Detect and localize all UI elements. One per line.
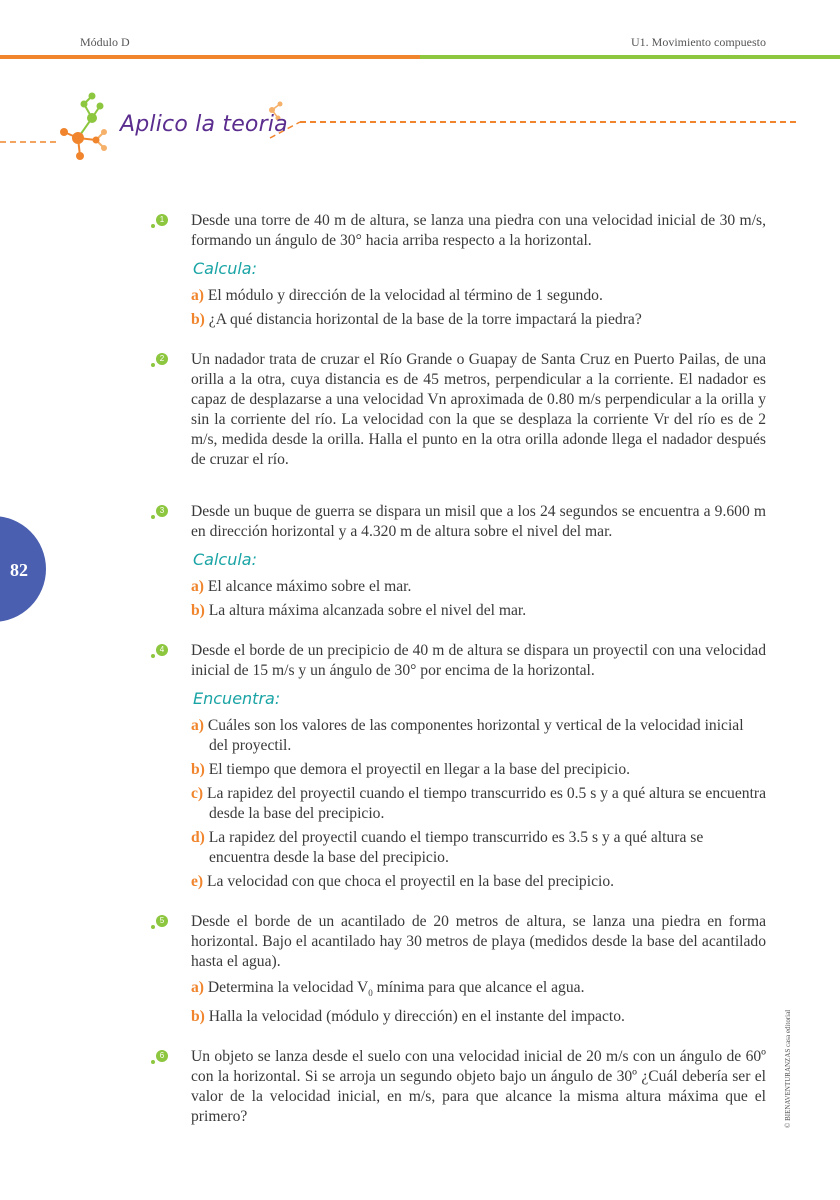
exercise-number-badge: 3 [151,505,167,521]
header-module: Módulo D [80,35,130,49]
exercise-list [159,211,767,1127]
exercise-item: e) La velocidad con que choca el proyectil en la base del precipicio. [191,873,615,890]
exercise-statement: Un objeto se lanza desde el suelo con una velocidad inicial de 20 m/s con un ángulo de 60º con la horizontal. Si se arroja un segundo objeto bajo un ángulo de 30º ¿Cuál debería ser el valor de la velocidad inicial, en m/s, para que alcance la misma altura máxima que el primero? [191,1048,766,1126]
page-number: 82 [10,560,28,580]
side-credit: © BIENAVENTURANZAS casa editorial [784,1009,792,1128]
exercise-4 [159,641,767,892]
header-rule-orange [0,55,420,59]
exercise-statement: Desde un buque de guerra se dispara un misil que a los 24 segundos se encuentra a 9.600 m en dirección horizontal y a 4.320 m de altura sobre el nivel del mar. [191,503,766,540]
exercise-label: Encuentra: [193,689,281,708]
exercise-statement: Desde una torre de 40 m de altura, se lanza una piedra con una velocidad inicial de 30 m/s, formando un ángulo de 30° hacia arriba respecto a la horizontal. [191,212,766,249]
exercise-item: c) La rapidez del proyectil cuando el tiempo transcurrido es 0.5 s y a qué altura se encuentra desde la base del precipicio. [191,785,767,822]
exercise-number-badge: 6 [151,1050,167,1066]
exercise-label: Calcula: [193,259,257,278]
exercise-item: b) La altura máxima alcanzada sobre el nivel del mar. [191,602,527,619]
exercise-item: b) ¿A qué distancia horizontal de la base de la torre impactará la piedra? [191,311,642,328]
exercise-item: a) El alcance máximo sobre el mar. [191,578,412,595]
exercise-5 [159,912,766,1027]
exercise-2 [159,350,766,470]
exercise-1 [159,211,766,330]
exercise-3 [159,502,766,621]
exercise-statement: Desde el borde de un precipicio de 40 m de altura se dispara un proyectil con una velocidad inicial de 15 m/s y un ángulo de 30° por encima de la horizontal. [191,642,766,679]
exercise-item: a) El módulo y dirección de la velocidad al término de 1 segundo. [191,287,603,304]
exercise-label: Calcula: [193,550,257,569]
header-rule-green [420,55,840,59]
exercise-item: d) La rapidez del proyectil cuando el tiempo transcurrido es 3.5 s y a qué altura se encuentra desde la base del precipicio. [191,829,704,866]
exercise-number-badge: 5 [151,915,167,931]
exercise-statement: Un nadador trata de cruzar el Río Grande o Guapay de Santa Cruz en Puerto Pailas, de una orilla a la otra, cuya distancia es de 45 metros, perpendicular a la corriente. El nadador es capaz de desplazarse a una velocidad Vn aproximada de 0.80 m/s perpendicular a la orilla y sin la corriente del río. La velocidad con la que se desplaza la corriente Vr del río es de 2 m/s, medida desde la orilla. Halla el punto en la otra orilla adonde llega el nadador después de cruzar el río. [191,351,766,468]
section-title: Aplico la teoria [120,112,288,137]
title-dashed-rule [300,121,800,123]
exercise-item: b) Halla la velocidad (módulo y dirección) en el instante del impacto. [191,1008,625,1026]
exercise-statement: Desde el borde de un acantilado de 20 metros de altura, se lanza una piedra en forma horizontal. Bajo el acantilado hay 30 metros de playa (medidos desde la base del acantilado hasta el agua). [191,913,766,970]
exercise-number-badge: 1 [151,214,167,230]
header-unit: U1. Movimiento compuesto [631,35,766,49]
exercise-item: a) Cuáles son los valores de las componentes horizontal y vertical de la velocidad inicial del proyectil. [191,717,744,754]
exercise-6 [159,1047,766,1127]
exercise-item: a) Determina la velocidad $V_0$ mínima para que alcance el agua. [191,979,585,999]
exercise-number-badge: 4 [151,644,167,660]
exercise-number-badge: 2 [151,353,167,369]
exercise-item: b) El tiempo que demora el proyectil en llegar a la base del precipicio. [191,761,631,778]
